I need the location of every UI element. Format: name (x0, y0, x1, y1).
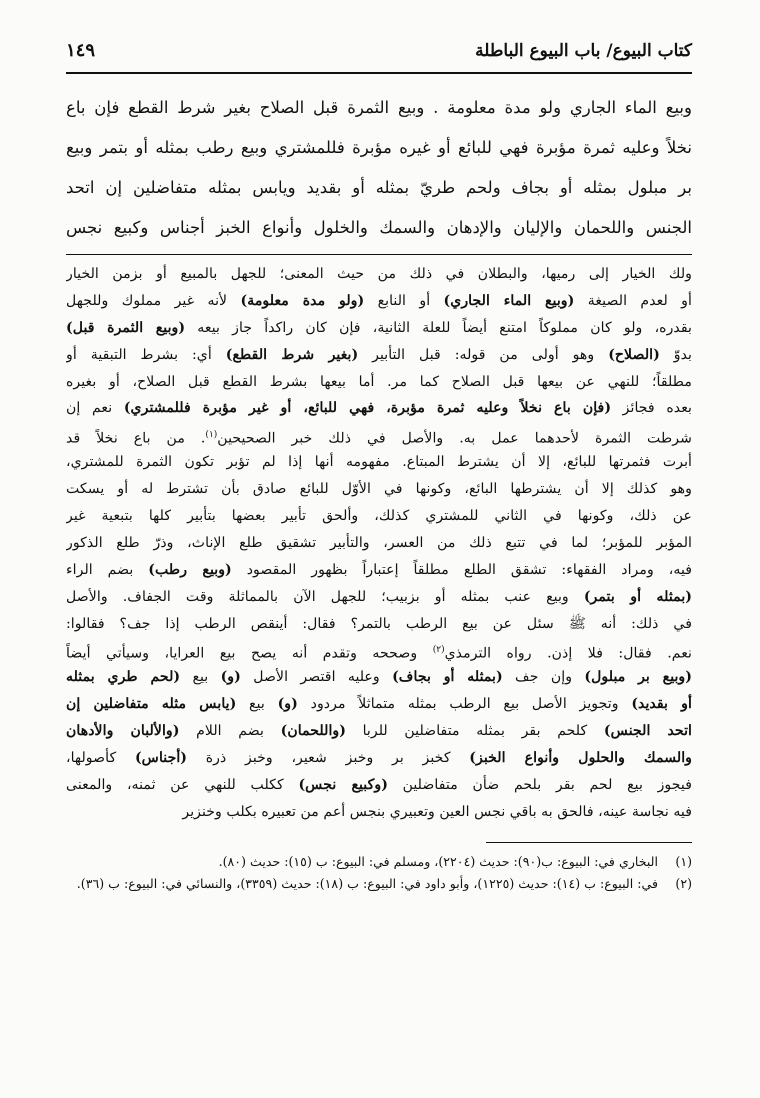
quoted-matn: (وبيع الماء الجاري) (443, 292, 575, 309)
quoted-matn: (لحم طري بمثله (66, 669, 181, 686)
quoted-matn: (فإن باع نخلاً وعليه ثمرة مؤبرة، فهي للبائع، أو غير مؤبرة فللمشتري) (123, 400, 612, 417)
commentary-line (66, 530, 692, 557)
quoted-matn: (بمثله أو بتمر) (583, 588, 692, 605)
commentary-run: بضم اللام (179, 723, 281, 740)
commentary-line (66, 691, 692, 718)
footnote-text: في: البيوع: ب (١٤): حديث (١٢٢٥)، وأبو داود في: البيوع: ب (١٨): حديث (٣٣٥٩)، والنسائي في: البيوع: ب (٣٦). (76, 875, 658, 891)
footnote (66, 851, 692, 873)
commentary-run: وصححه وتقدم أنه يصح بيع العرايا، وسيأتي أيضاً (66, 646, 433, 663)
commentary-line (66, 772, 692, 799)
quoted-matn: أو بقديد) (631, 696, 692, 713)
commentary-line (66, 449, 692, 476)
commentary-run: المؤبر للمؤبر؛ لما في تتبع ذلك من العسر، والتأبير تشقيق طلع الإناث، وذرّ طلع الذكور (66, 534, 692, 551)
chapter-title: كتاب البيوع/ باب البيوع الباطلة (475, 41, 692, 61)
commentary-run: أو لعدم الصيغة (574, 292, 692, 309)
commentary-run: وهو أولى من قوله: قبل التأبير (358, 346, 609, 363)
commentary-run: فيجوز بيع لحم بقر بلحم ضأن متفاضلين (387, 776, 692, 793)
section-divider (66, 254, 692, 255)
footnote-text: البخاري في: البيوع: ب(٩٠): حديث (٢٢٠٤)، ومسلم في: البيوع: ب (١٥): حديث (٨٠). (218, 853, 658, 869)
quoted-matn: (ولو مدة معلومة) (240, 292, 365, 309)
quoted-matn: (الصلاح) (608, 346, 660, 363)
commentary-line (66, 584, 692, 611)
quoted-matn: (و) (277, 696, 298, 713)
commentary-run: مطلقاً؛ للنهي عن بيعها قبل الصلاح كما مر. أما بيعها بشرط القطع قبل الصلاح، أو بغيره (66, 373, 692, 390)
quoted-matn: (يابس مثله متفاضلين إن (66, 696, 237, 713)
quoted-matn: والسمك والحلول وأنواع الخبز) (469, 750, 692, 767)
commentary-run: ككلب للنهي عن ثمنه، والمعنى (66, 776, 299, 793)
commentary-run: أبرت فثمرتها للبائع، إلا أن يشترط المبتاع. مفهومه أنها إذا لم تؤبر تكون الثمرة للمشتري، (66, 454, 692, 471)
commentary-run: بيع (236, 696, 278, 713)
main-text-line: الجنس واللحمان والإليان والإدهان والسمك والخلول وأنواع الخبز أجناس وكبيع نجس (66, 218, 692, 237)
commentary-run: بقدره، ولو كان مملوكاً امتنع أيضاً للعلة الثانية، فإن كان راكداً جاز بيعه (185, 319, 692, 336)
commentary-run: لأنه غير مملوك وللجهل (66, 292, 241, 309)
quoted-matn: (أجناس) (134, 750, 187, 767)
commentary-line (66, 395, 692, 422)
footnote-number: (١) (675, 853, 692, 869)
commentary-line (66, 315, 692, 342)
quoted-matn: (وبيع رطب) (148, 561, 232, 578)
commentary-run: عن ذلك، وكونها في الثاني للمشتري كذلك، وألحق تأبير بعضها بتأبير كلها بتبعية غير (66, 508, 692, 525)
commentary-line (66, 718, 692, 745)
commentary-run: وهو كذلك إلا أن يشترطها البائع، وكونها في الأوّل للبائع صادق بأن تشترط له أو يسكت (66, 481, 692, 498)
main-text (66, 88, 692, 248)
footnote-divider (486, 842, 692, 843)
commentary-run: شرطت الثمرة لأحدهما عمل به. والأصل في ذلك خبر الصحيحين (217, 431, 692, 448)
main-text-line: نخلاً وعليه ثمرة مؤبرة فهي للبائع أو غيره مؤبرة فللمشتري وبيع رطب بمثله أو بتمر وبيع (66, 138, 692, 157)
commentary-run: أو النابع (364, 292, 444, 309)
commentary-run: بضم الراء (66, 561, 149, 578)
quoted-matn: (والألبان والأدهان (66, 723, 180, 740)
commentary-line (66, 422, 692, 449)
quoted-matn: (وبيع الثمرة قبل) (66, 319, 186, 336)
commentary-run: فيه نجاسة عينه، فالحق به باقي نجس العين وتعبيري بنجس أعم من تعبيره بكلب وخنزير (182, 803, 692, 820)
quoted-matn: (بغير شرط القطع) (225, 346, 359, 363)
quoted-matn: (واللحمان) (280, 723, 346, 740)
commentary-run: فيه، ومراد الفقهاء: تشقق الطلع مطلقاً إعتباراً بظهور المقصود (231, 561, 692, 578)
quoted-matn: (وبيع بر مبلول) (584, 669, 692, 686)
commentary-line (66, 342, 692, 369)
commentary-run: وبيع عنب بمثله أو بزبيب؛ للجهل الآن بالمماثلة وقت الجفاف. والأصل (66, 588, 584, 605)
book-page (66, 40, 692, 895)
commentary-run: كخبز بر وخبز شعير، وخبز ذرة (187, 750, 470, 767)
commentary-line (66, 611, 692, 638)
commentary-run: ولك الخيار إلى رميها، والبطلان في ذلك من حيث المعنى؛ للجهل بالمبيع أو بزمن الخيار (66, 266, 692, 282)
commentary-line (66, 637, 692, 664)
footnote-ref: (١) (205, 430, 218, 441)
running-header (66, 40, 692, 74)
commentary-line (66, 261, 692, 288)
main-text-line: وبيع الماء الجاري ولو مدة معلومة . وبيع الثمرة قبل الصلاح بغير شرط القطع فإن باع (66, 98, 692, 117)
commentary-line (66, 476, 692, 503)
commentary-run: وإن جف (502, 669, 585, 686)
quoted-matn: (وكبيع نجس) (298, 776, 388, 793)
quoted-matn: اتحد الجنس) (603, 723, 692, 740)
main-text-line: بر مبلول بمثله أو بجاف ولحم طريّ بمثله أو بقديد ويابس بمثله متفاضلين إن اتحد (66, 178, 692, 197)
footnotes (66, 851, 692, 895)
commentary-run: نعم. فقال: فلا إذن. رواه الترمذي (444, 646, 692, 663)
commentary-run: وتجويز الأصل بيع الرطب بمثله متماثلاً مردود (297, 696, 632, 713)
commentary-line (66, 288, 692, 315)
commentary-line (66, 799, 692, 826)
commentary-run: أي: بشرط التبقية أو (66, 346, 226, 363)
commentary-run: . من باع نخلاً قد (66, 431, 206, 448)
quoted-matn: (بمثله أو بجاف) (392, 669, 503, 686)
commentary-run: في ذلك: أنه ﷺ سئل عن بيع الرطب بالتمر؟ فقال: أينقص الرطب إذا جف؟ فقالوا: (66, 615, 692, 632)
commentary-run: كلحم بقر بمثله متفاضلين للربا (345, 723, 604, 740)
commentary-run: بعده فجائز (611, 400, 692, 417)
footnote-ref: (٢) (432, 645, 445, 656)
commentary-run: كأصولها، (66, 750, 135, 767)
commentary-line (66, 369, 692, 396)
commentary-run: وعليه اقتصر الأصل (240, 669, 393, 686)
footnote-number: (٢) (675, 875, 692, 891)
commentary-text (66, 261, 692, 826)
page-number: ١٤٩ (66, 40, 96, 61)
commentary-line (66, 557, 692, 584)
commentary-run: بيع (180, 669, 221, 686)
commentary-run: نعم إن (66, 400, 124, 417)
commentary-line (66, 664, 692, 691)
commentary-line (66, 503, 692, 530)
quoted-matn: (و) (220, 669, 241, 686)
footnote (66, 873, 692, 895)
commentary-line (66, 745, 692, 772)
commentary-run: بدوّ (659, 346, 692, 363)
